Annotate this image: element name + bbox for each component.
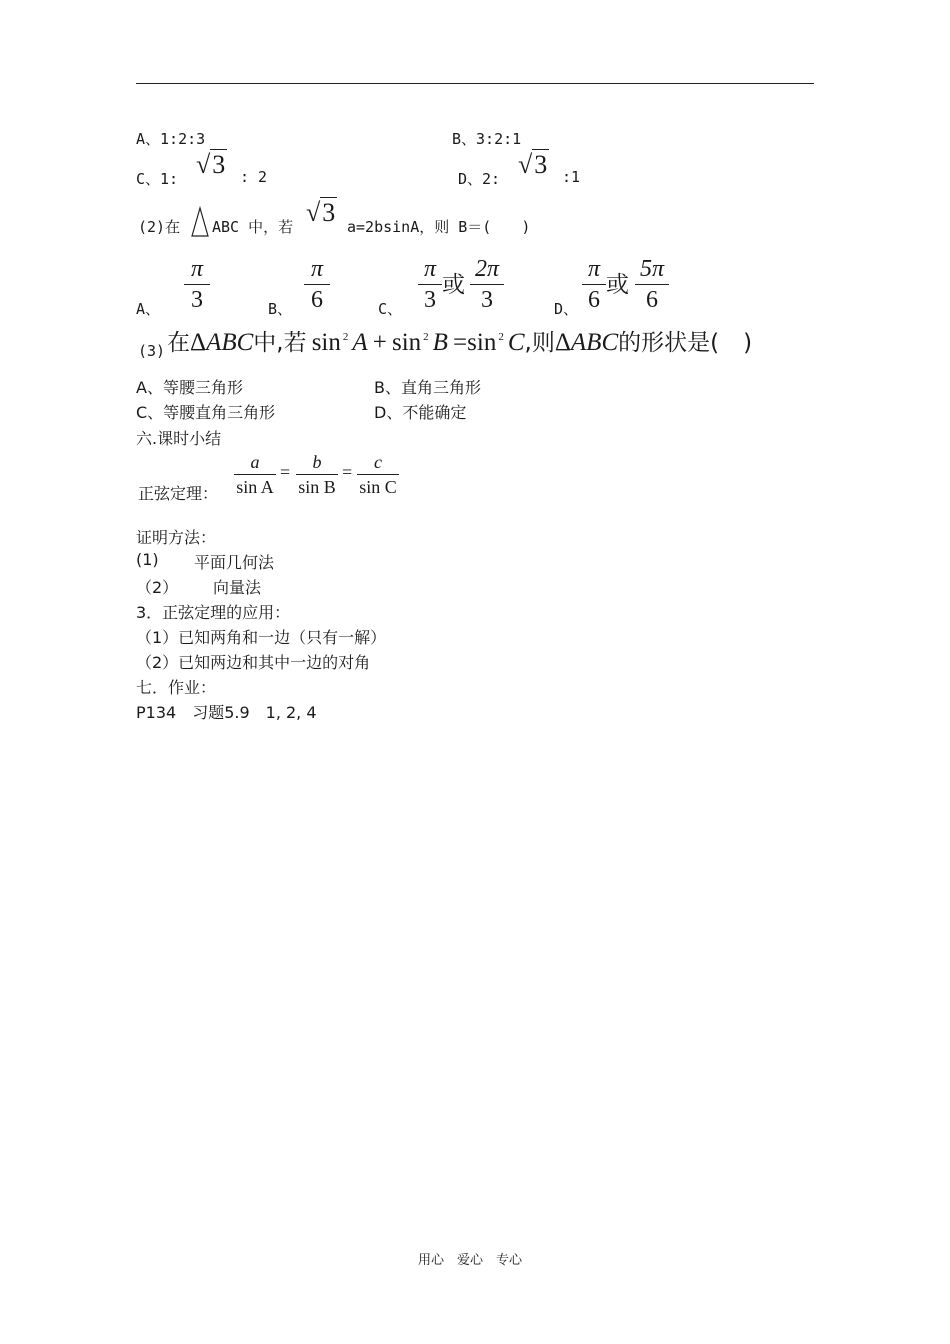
q3-zhong-ruo: 中,若 — [253, 330, 307, 356]
q1-option-d-prefix: D、2: — [458, 170, 501, 188]
q3-sin-1: sin — [311, 329, 341, 356]
proof-item-1: 平面几何法 — [194, 553, 275, 572]
q2-label-a: A、 — [136, 300, 161, 318]
q2-radicand: 3 — [322, 198, 336, 227]
q3-sin-2: sin — [391, 329, 422, 356]
q1-option-c-radicand: 3 — [212, 150, 226, 179]
q3-equals: = — [453, 329, 468, 356]
q3-option-d: D、不能确定 — [374, 403, 467, 422]
q2-option-d-fraction-2 — [635, 256, 669, 313]
q3-abc-2: ABC — [570, 329, 619, 356]
q3-statement — [167, 324, 752, 357]
q3-var-a: A — [352, 329, 368, 356]
q1-option-c-suffix: : 2 — [240, 168, 268, 186]
law-c-numerator: c — [374, 452, 382, 472]
q3-sin-3: sin — [467, 329, 497, 356]
q3-lead: (3) — [138, 342, 166, 360]
proof-item-2-number: （2） — [136, 578, 179, 597]
q1-option-b: B、3:2:1 — [452, 130, 522, 148]
summary-heading: 六.课时小结 — [136, 429, 222, 448]
law-of-sines-label: 正弦定理： — [138, 484, 219, 503]
q2-c2-denominator: 3 — [481, 287, 493, 313]
q2-b-denominator: 6 — [311, 287, 323, 313]
homework-text: P134 习题5.9 1, 2, 4 — [136, 703, 317, 722]
page-footer: 用心 爱心 专心 — [418, 1253, 523, 1268]
q2-option-c-fraction-2 — [470, 256, 504, 313]
law-a-numerator: a — [250, 452, 260, 472]
q2-option-d-or: 或 — [606, 272, 629, 298]
q2-d2-numerator: 5π — [639, 256, 665, 282]
q1-option-d-radicand: 3 — [534, 150, 548, 179]
q1-option-d-sqrt: √3 — [518, 150, 548, 179]
q2-option-c-or: 或 — [442, 272, 465, 298]
q2-sqrt: √3 — [306, 198, 336, 227]
q2-rest: a=2bsinA，则 B＝( ) — [347, 218, 531, 236]
q1-option-c-prefix: C、1: — [136, 170, 179, 188]
application-item-2: （2）已知两边和其中一边的对角 — [136, 653, 371, 672]
q3-abc-1: ABC — [206, 329, 254, 356]
q3-option-b: B、直角三角形 — [374, 378, 481, 397]
q2-c1-denominator: 3 — [424, 287, 436, 313]
q2-option-d-fraction-1 — [582, 256, 606, 313]
header-rule — [136, 83, 814, 84]
q2-a-numerator: π — [190, 256, 204, 282]
law-a-denominator: sin A — [236, 477, 274, 497]
q3-delta-2: Δ — [554, 329, 571, 356]
q3-option-c: C、等腰直角三角形 — [136, 403, 276, 422]
proof-item-2: 向量法 — [213, 578, 262, 597]
q3-ze: ,则 — [524, 330, 555, 356]
law-fraction-b — [296, 451, 338, 498]
q2-lead: (2)在 — [138, 218, 181, 236]
q2-label-d: D、 — [554, 300, 579, 318]
triangle-symbol — [190, 206, 210, 238]
law-b-denominator: sin B — [298, 477, 336, 497]
q3-sq-2: 2 — [423, 331, 429, 343]
q3-var-b: B — [432, 329, 448, 356]
q1-option-c-sqrt: √3 — [196, 150, 226, 179]
q2-d2-denominator: 6 — [646, 287, 658, 313]
q3-close-paren: ) — [743, 330, 753, 356]
q1-option-a: A、1:2:3 — [136, 130, 206, 148]
q2-label-c: C、 — [378, 300, 403, 318]
q3-sq-3: 2 — [498, 331, 504, 343]
q3-plus: + — [372, 329, 387, 356]
law-b-numerator: b — [312, 452, 322, 472]
q3-var-c: C — [507, 329, 525, 356]
law-equals-1: = — [280, 462, 291, 482]
law-fraction-a — [234, 451, 276, 498]
q2-b-numerator: π — [310, 256, 324, 282]
q2-option-b-fraction — [304, 256, 330, 313]
q2-d1-denominator: 6 — [588, 287, 600, 313]
q3-zai: 在 — [167, 330, 190, 356]
q2-a-denominator: 3 — [191, 287, 203, 313]
homework-heading: 七．作业： — [136, 678, 217, 697]
q2-option-c-fraction-1 — [418, 256, 442, 313]
q2-c2-numerator: 2π — [474, 256, 500, 282]
proof-item-1-number: (1) — [136, 550, 159, 569]
q1-option-d-suffix: :1 — [562, 168, 581, 186]
law-equals-2: = — [342, 462, 353, 482]
law-fraction-c — [357, 451, 399, 498]
q3-sq-1: 2 — [342, 331, 349, 343]
q3-delta-1: Δ — [190, 329, 207, 356]
law-c-denominator: sin C — [359, 477, 397, 497]
q3-option-a: A、等腰三角形 — [136, 378, 243, 397]
application-heading: 3．正弦定理的应用： — [136, 603, 291, 622]
q3-tail: 的形状是( — [618, 330, 720, 356]
q2-mid: ABC 中，若 — [212, 218, 294, 236]
q2-c1-numerator: π — [423, 256, 437, 282]
q2-option-a-fraction — [184, 256, 210, 313]
q2-d1-numerator: π — [587, 256, 601, 282]
proof-heading: 证明方法： — [136, 528, 217, 547]
q2-label-b: B、 — [268, 300, 293, 318]
application-item-1: （1）已知两角和一边（只有一解） — [136, 628, 387, 647]
